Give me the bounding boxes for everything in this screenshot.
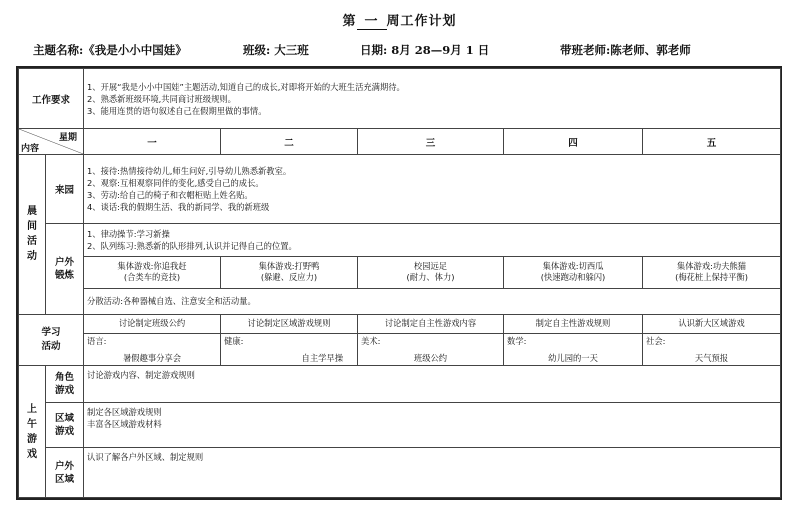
teachers: 带班老师:陈老师、郭老师: [560, 43, 691, 57]
day-header: 四: [504, 129, 643, 155]
outdoor-drill-row: [19, 224, 781, 256]
day-header: 一: [84, 129, 221, 155]
free-activity: 分散活动:各种器械自选、注意安全和活动量。: [84, 288, 781, 314]
area-game-label: 区域游戏: [46, 403, 84, 448]
group-game-fri: 集体游戏:功夫熊猫 (梅花桩上保持平衡): [643, 256, 781, 288]
day-header: 二: [221, 129, 358, 155]
group-game-thu: 集体游戏:切西瓜 (快速跑动和躲闪): [504, 256, 643, 288]
learning-label: 学习活动: [19, 314, 84, 366]
corner-content-label: 内容: [21, 144, 40, 155]
learning-topic-tue: 讨论制定区域游戏规则: [221, 314, 358, 333]
weekly-plan-table: [18, 68, 781, 498]
outdoor-drills: [84, 224, 781, 256]
date-range: 日期: 8月 28—9月 1 日: [360, 43, 490, 57]
learning-subject-row: [19, 334, 781, 366]
area-game-content: 制定各区域游戏规则 丰富各区域游戏材料: [84, 403, 781, 448]
am-games-label: 上午游戏: [19, 366, 46, 498]
role-game-row: [19, 366, 781, 403]
corner-cell: [19, 129, 84, 155]
goals-row: [19, 69, 781, 129]
subject-tue: 健康: 自主学早操: [221, 334, 358, 366]
drill-item: 2、队列练习:熟悉新的队形排列,认识并记得自己的位置。: [87, 240, 297, 251]
plan-header: [0, 42, 799, 58]
theme-name: 主题名称:《我是小小中国娃》: [33, 43, 187, 57]
weekday-header-row: [19, 129, 781, 155]
role-game-content: 讨论游戏内容、制定游戏规则: [84, 366, 781, 403]
group-game-mon: 集体游戏:你追我赶 (合类车的竞技): [84, 256, 221, 288]
arrival-item: 4、谈话:我的假期生活、我的新同学、我的新班级: [87, 202, 270, 213]
goal-item: 3、能用连贯的语句叙述自己在假期里做的事情。: [87, 105, 267, 116]
goal-item: 2、熟悉新班级环境,共同商讨班级规则。: [87, 93, 236, 104]
learning-top-row: [19, 314, 781, 333]
drill-item: 1、律动操节:学习新操: [87, 228, 170, 239]
subject-mon: 语言: 暑假趣事分享会: [84, 334, 221, 366]
learning-topic-mon: 讨论制定班级公约: [84, 314, 221, 333]
free-activity-row: [19, 288, 781, 314]
group-game-tue: 集体游戏:打野鸭 (躲避、反应力): [221, 256, 358, 288]
goals-label: 工作要求: [19, 69, 84, 129]
learning-topic-wed: 讨论制定自主性游戏内容: [358, 314, 504, 333]
subject-fri: 社会: 天气预报: [643, 334, 781, 366]
week-number: 一: [357, 10, 387, 30]
arrival-content: [84, 155, 781, 224]
learning-topic-thu: 制定自主性游戏规则: [504, 314, 643, 333]
goal-item: 1、开展“我是小小中国娃”主题活动,知道自己的成长,对即将开始的大班生活充满期待。: [87, 81, 405, 92]
morning-label: 晨间活动: [19, 155, 46, 315]
arrival-item: 1、接待:热情接待幼儿,师生问好,引导幼儿熟悉新教室。: [87, 166, 292, 177]
arrival-label: 来园: [46, 155, 84, 224]
outdoor-area-label: 户外区域: [46, 448, 84, 498]
subject-thu: 数学: 幼儿园的一天: [504, 334, 643, 366]
outdoor-area-row: [19, 448, 781, 498]
outdoor-area-content: 认识了解各户外区域、制定规则: [84, 448, 781, 498]
class-name: 班级: 大三班: [243, 43, 309, 57]
day-header: 五: [643, 129, 781, 155]
arrival-item: 2、观察:互相观察同伴的变化,感受自己的成长。: [87, 178, 264, 189]
group-games-row: [19, 256, 781, 288]
group-game-wed: 校园远足 (耐力、体力): [358, 256, 504, 288]
arrival-item: 3、劳动:给自己的椅子和衣帽柜贴上姓名贴。: [87, 190, 253, 201]
arrival-row: [19, 155, 781, 224]
corner-weekday-label: 星期: [59, 133, 78, 144]
outdoor-label: 户外锻炼: [46, 224, 84, 315]
page-title: 第 一 周工作计划: [0, 10, 799, 30]
area-game-row: [19, 403, 781, 448]
role-game-label: 角色游戏: [46, 366, 84, 403]
learning-topic-fri: 认识新大区域游戏: [643, 314, 781, 333]
goals-content: [84, 69, 781, 129]
subject-wed: 美术: 班级公约: [358, 334, 504, 366]
day-header: 三: [358, 129, 504, 155]
